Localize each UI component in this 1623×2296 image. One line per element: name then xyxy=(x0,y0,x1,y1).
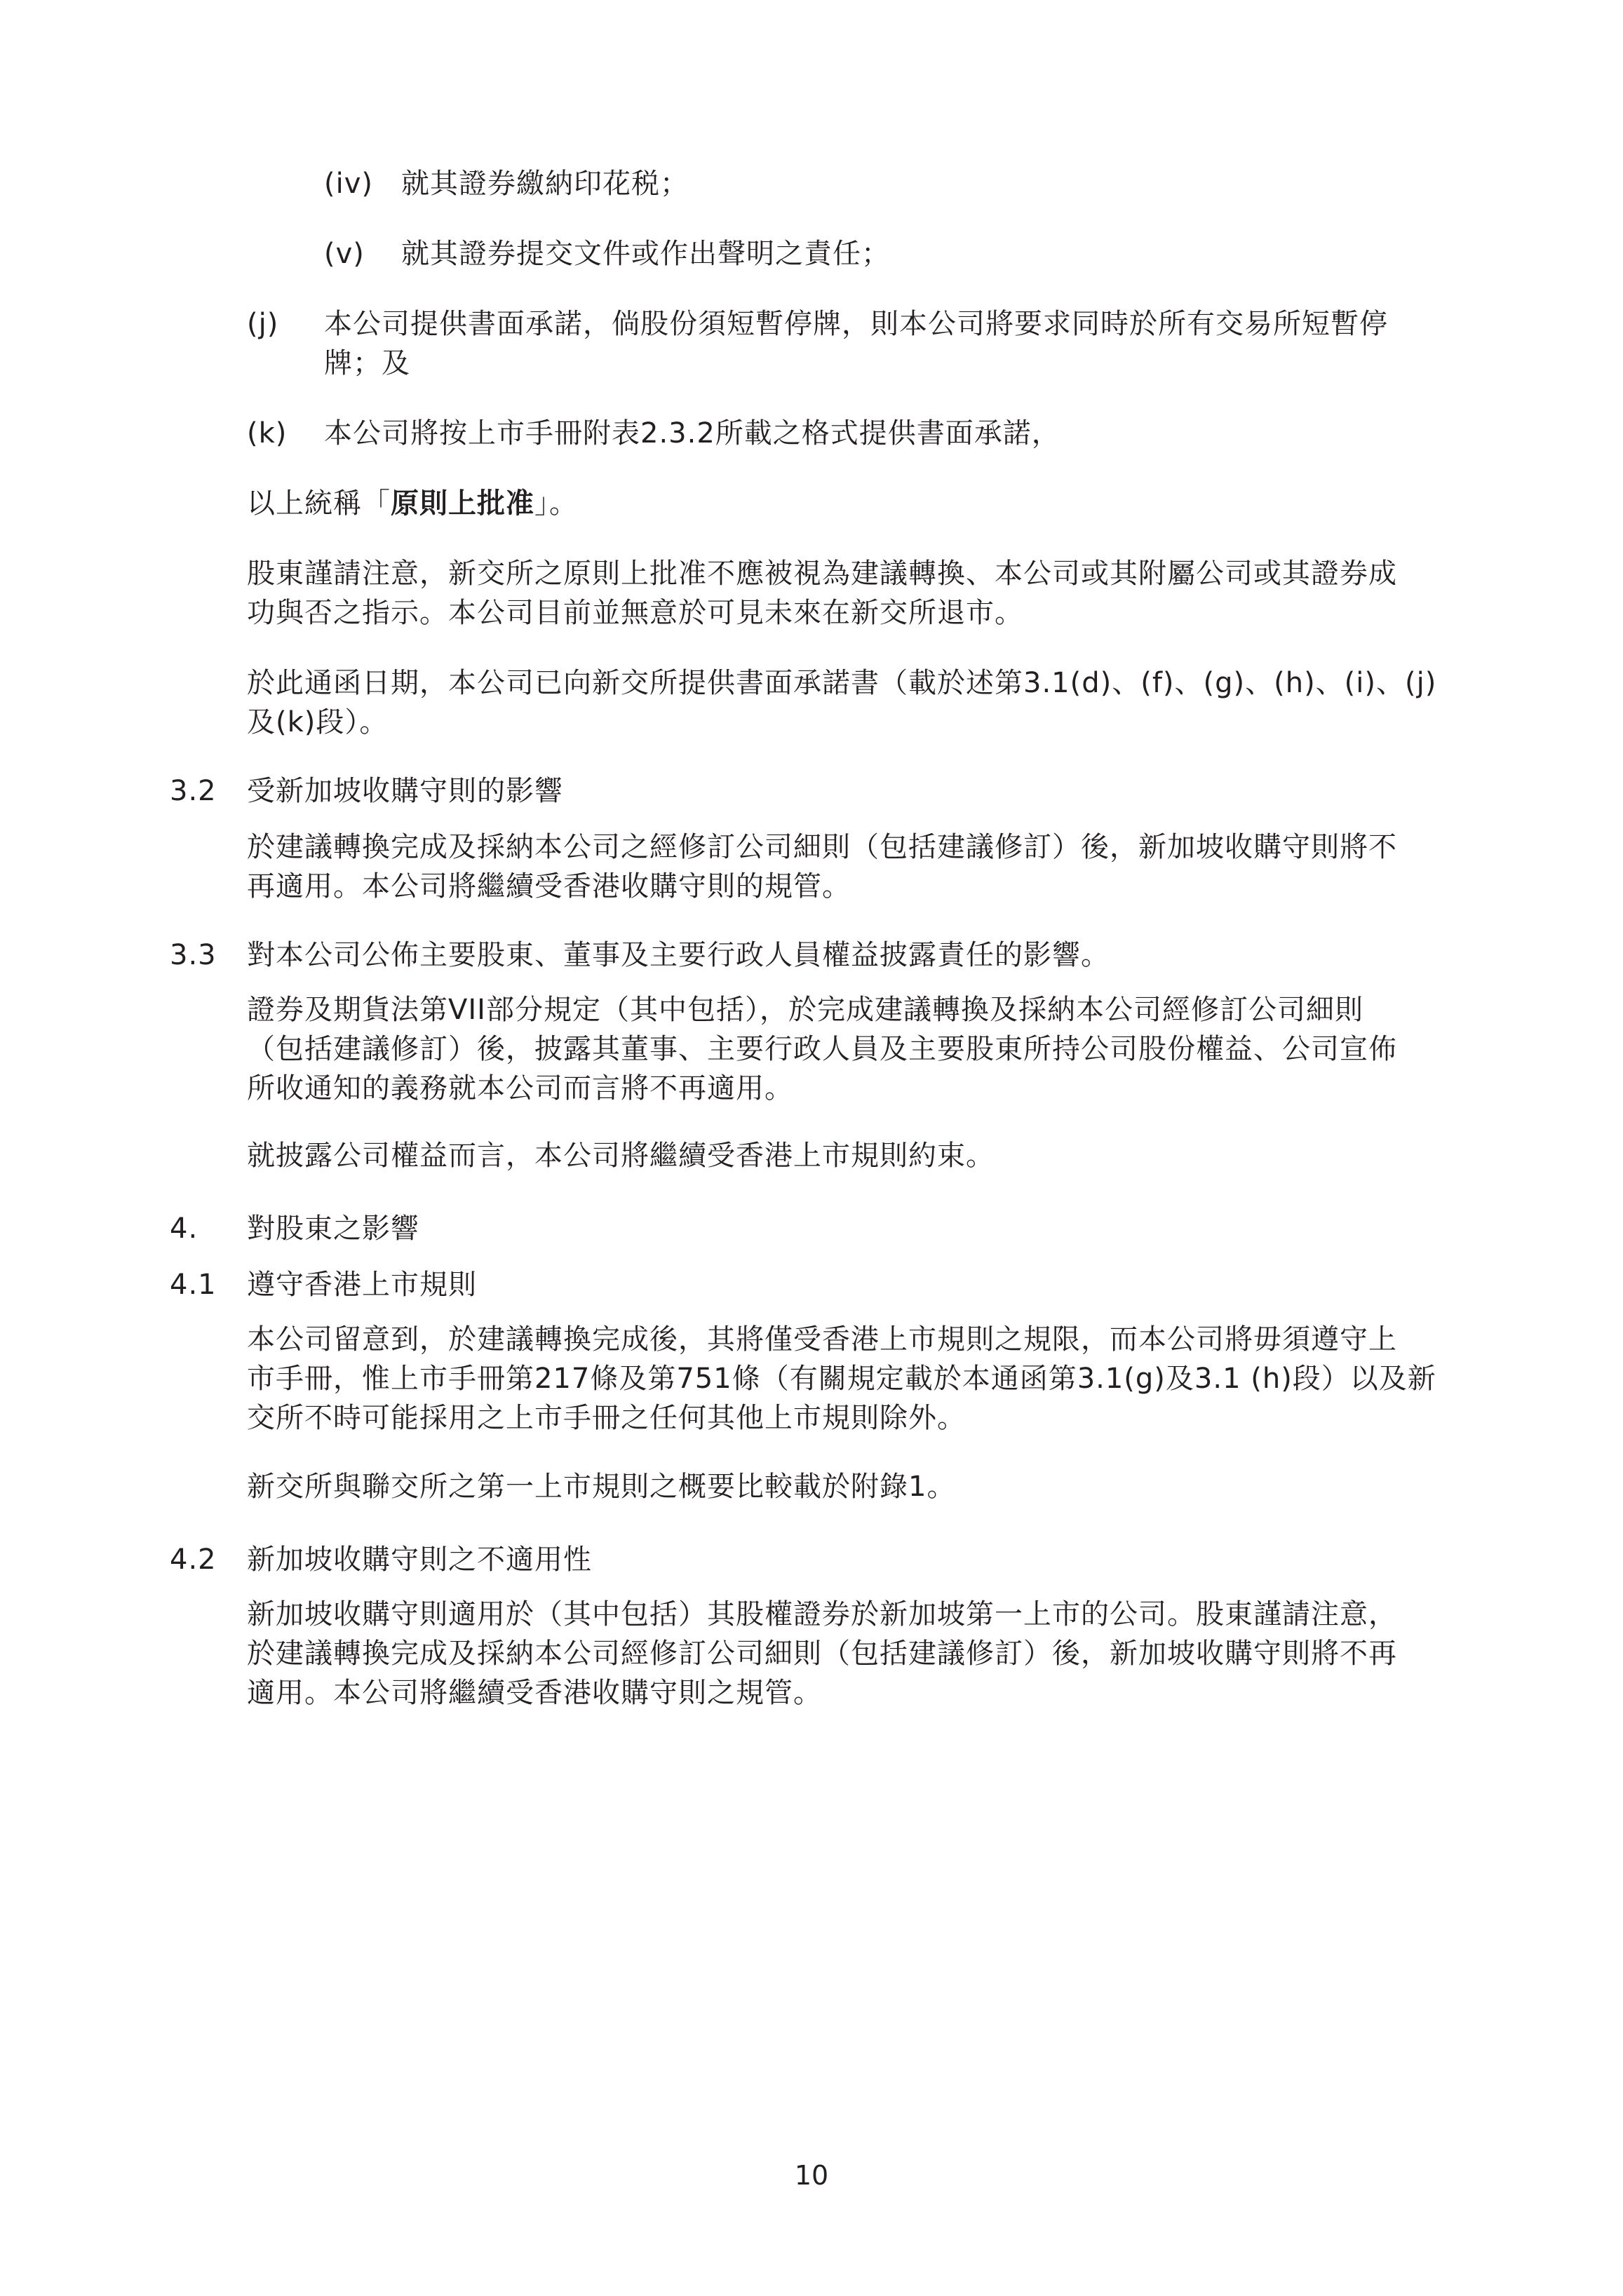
item-k-text: 本公司將按上市手冊附表2.3.2所載之格式提供書面承諾， xyxy=(324,417,1060,450)
section-3-3-number: 3.3 xyxy=(170,939,217,971)
section-4-2-body: 新加坡收購守則適用於（其中包括）其股權證券於新加坡第一上市的公司。股東謹請注意， 於建議轉換完成及採納本公司經修訂公司細則（包括建議修訂）後，新加坡收購守則將不再 適用。本公司將繼續受香港收購守則之規管。 xyxy=(247,1598,1397,1709)
item-iv-text: 就其證券繳納印花税； xyxy=(401,168,689,200)
section-3-2-body: 於建議轉換完成及採納本公司之經修訂公司細則（包括建議修訂）後，新加坡收購守則將不 再適用。本公司將繼續受香港收購守則的規管。 xyxy=(247,831,1397,903)
collective-suffix: 」。 xyxy=(534,487,578,520)
section-4-2-number: 4.2 xyxy=(170,1544,217,1576)
section-3-3-body: 證券及期貨法第VII部分規定（其中包括），於完成建議轉換及採納本公司經修訂公司細則 （包括建議修訂）後，披露其董事、主要行政人員及主要股東所持公司股份權益、公司宣佈 所收通知的義務就本公司而言將不再適用。 xyxy=(247,994,1397,1105)
section-4-1-body-2: 新交所與聯交所之第一上市規則之概要比較載於附錄1。 xyxy=(247,1471,956,1503)
section-3-2-title: 受新加坡收購守則的影響 xyxy=(247,775,563,807)
undertaking-paragraph: 於此通函日期，本公司已向新交所提供書面承諾書（載於述第3.1(d)、(f)、(g)、(h)、(i)、(j) 及(k)段）。 xyxy=(247,667,1437,738)
section-4-1-number: 4.1 xyxy=(170,1269,217,1301)
section-4-2-title: 新加坡收購守則之不適用性 xyxy=(247,1544,592,1576)
section-4-title: 對股東之影響 xyxy=(247,1213,419,1245)
collective-term: 原則上批准 xyxy=(391,487,534,520)
section-4-1-body: 本公司留意到，於建議轉換完成後，其將僅受香港上市規則之規限，而本公司將毋須遵守上 市手冊，惟上市手冊第217條及第751條（有關規定載於本通函第3.1(g)及3.1 (h)段）以及新 交所不時可能採用之上市手冊之任何其他上市規則除外。 xyxy=(247,1323,1436,1434)
section-4-1-title: 遵守香港上市規則 xyxy=(247,1269,477,1301)
item-k-label: (k) xyxy=(247,417,288,450)
item-j-label: (j) xyxy=(247,308,279,340)
item-j-text: 本公司提供書面承諾，倘股份須短暫停牌，則本公司將要求同時於所有交易所短暫停 牌；及 xyxy=(324,308,1388,379)
section-3-2-number: 3.2 xyxy=(170,775,217,807)
section-4-number: 4. xyxy=(170,1213,198,1245)
item-v-text: 就其證券提交文件或作出聲明之責任； xyxy=(401,238,890,270)
section-3-3-title: 對本公司公佈主要股東、董事及主要行政人員權益披露責任的影響。 xyxy=(247,939,1110,971)
page-number: 10 xyxy=(794,2160,829,2191)
item-iv-label: (iv) xyxy=(324,168,373,200)
section-3-3-body-2: 就披露公司權益而言，本公司將繼續受香港上市規則約束。 xyxy=(247,1140,995,1172)
shareholder-notice-paragraph: 股東謹請注意，新交所之原則上批准不應被視為建議轉換、本公司或其附屬公司或其證券成 功與否之指示。本公司目前並無意於可見未來在新交所退市。 xyxy=(247,558,1397,629)
collective-prefix: 以上統稱「 xyxy=(247,487,391,520)
item-v-label: (v) xyxy=(324,238,365,270)
collective-definition xyxy=(247,484,578,523)
